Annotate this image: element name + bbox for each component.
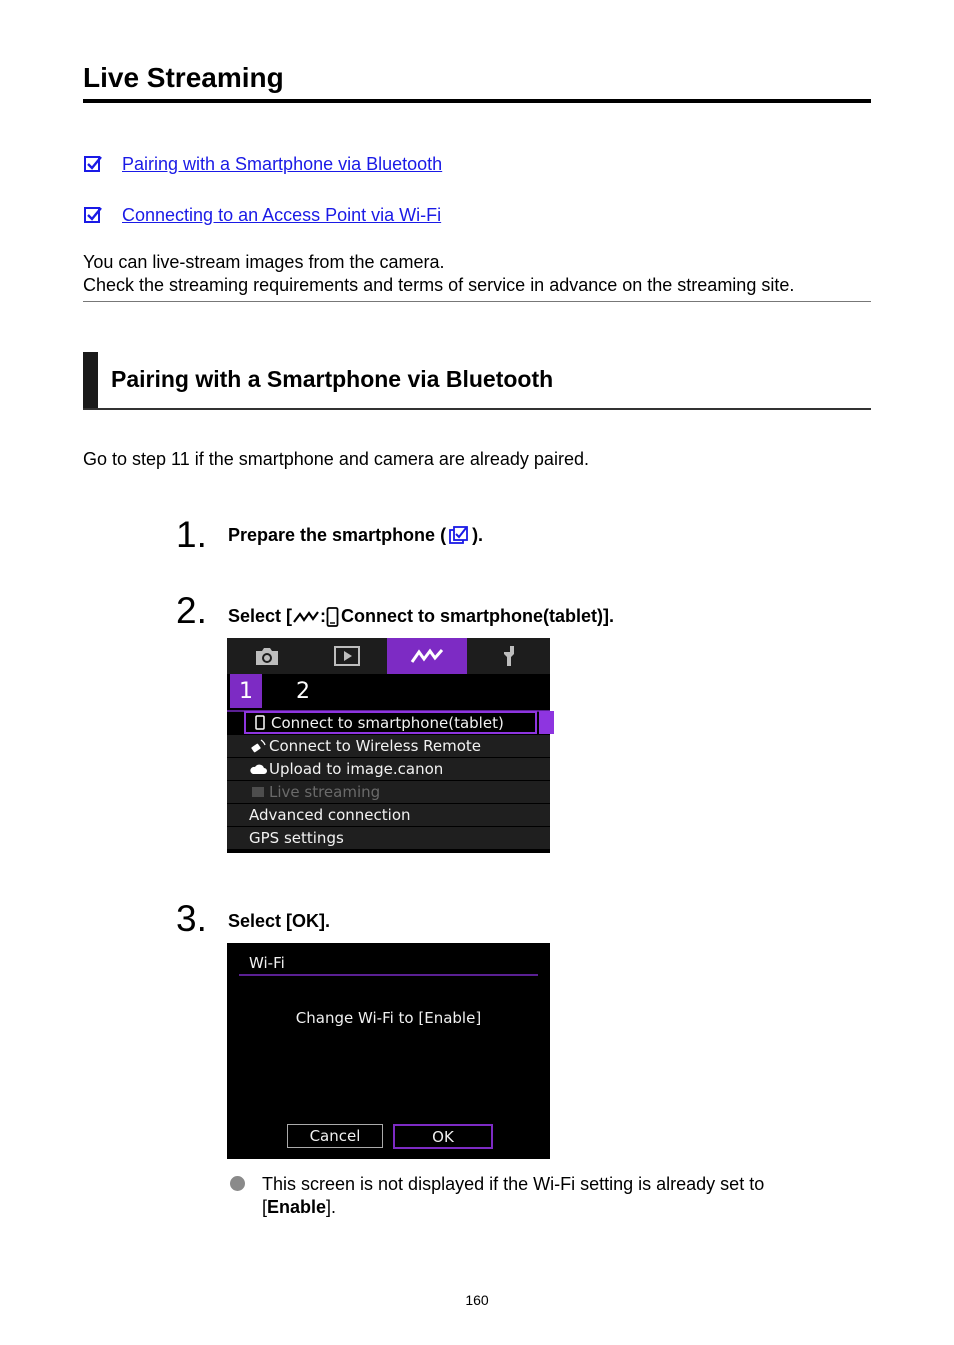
menu-item-label: GPS settings <box>249 829 344 847</box>
menu-subtabs <box>227 674 550 712</box>
step-number-2: 2. <box>176 590 207 631</box>
note-bold: Enable <box>267 1197 327 1217</box>
menu-item-label: Advanced connection <box>249 806 411 824</box>
step2-text-mid: : <box>320 606 327 626</box>
dialog-message: Change Wi-Fi to [Enable] <box>295 1009 482 1027</box>
menu-tabs <box>227 638 550 674</box>
menu-item-label: Live streaming <box>269 783 381 801</box>
step-text-1 <box>228 525 483 546</box>
tab-wireless[interactable] <box>387 638 467 674</box>
page-title: Live Streaming <box>83 62 284 93</box>
section-title: Pairing with a Smartphone via Bluetooth <box>111 366 554 392</box>
note-text-before: This screen is not displayed if the Wi-Fi setting is already set to [ <box>262 1174 765 1217</box>
step2-text-before: Select [ <box>228 606 293 626</box>
camera-menu-screen <box>227 638 550 853</box>
intro-line-1: You can live-stream images from the camera. <box>83 252 445 272</box>
menu-item-advanced-connection[interactable] <box>227 803 550 826</box>
menu-item-connect-smartphone[interactable] <box>244 711 537 734</box>
camera-icon <box>253 645 281 667</box>
menu-item-label: Connect to Wireless Remote <box>269 737 482 755</box>
toc-item-bluetooth[interactable] <box>83 152 442 176</box>
remote-icon <box>247 739 269 753</box>
note-text-after: ]. <box>326 1197 337 1217</box>
menu-item-gps-settings[interactable] <box>227 826 550 849</box>
step2-text-after: Connect to smartphone(tablet)]. <box>341 606 615 626</box>
dialog-header-rule <box>239 974 538 976</box>
tab-shooting[interactable] <box>227 638 307 674</box>
divider <box>83 301 871 302</box>
section-paragraph: Go to step 11 if the smartphone and camera are already paired. <box>83 449 589 469</box>
toc-item-wifi[interactable] <box>83 203 441 227</box>
smartphone-icon <box>326 607 339 627</box>
menu-item-upload[interactable] <box>227 757 550 780</box>
note-text <box>262 1173 822 1219</box>
subtab-1[interactable]: 1 <box>230 674 262 708</box>
menu-item-live-streaming <box>227 780 550 803</box>
subtab-2[interactable]: 2 <box>296 678 310 704</box>
page-link-icon[interactable] <box>448 526 470 546</box>
toc-link-bluetooth[interactable]: Pairing with a Smartphone via Bluetooth <box>122 153 443 174</box>
ok-button[interactable]: OK <box>393 1124 493 1149</box>
wifi-dialog-screen <box>227 943 550 1159</box>
section-bar <box>83 352 98 408</box>
menu-item-wireless-remote[interactable] <box>227 734 550 757</box>
title-rule <box>83 99 871 103</box>
bullet-icon <box>230 1176 245 1191</box>
stream-icon <box>247 786 269 798</box>
menu-item-label: Connect to smartphone(tablet) <box>271 713 504 732</box>
wireless-icon <box>410 647 444 665</box>
playback-icon <box>333 645 361 667</box>
intro-text <box>83 251 794 297</box>
wireless-icon <box>292 609 320 625</box>
cancel-button[interactable]: Cancel <box>287 1124 383 1148</box>
checkbox-link-icon <box>83 205 103 225</box>
checkbox-link-icon <box>83 154 103 174</box>
step1-text-before: Prepare the smartphone ( <box>228 525 447 545</box>
step-number-1: 1. <box>176 514 207 555</box>
tab-playback[interactable] <box>307 638 387 674</box>
dialog-header: Wi-Fi <box>249 954 285 972</box>
smartphone-icon <box>249 715 271 730</box>
step1-text-after: ). <box>472 525 484 545</box>
cloud-icon <box>247 763 269 775</box>
wrench-icon <box>499 644 521 668</box>
toc-link-wifi[interactable]: Connecting to an Access Point via Wi-Fi <box>122 204 442 225</box>
intro-line-2: Check the streaming requirements and terms of service in advance on the streaming site. <box>83 275 795 295</box>
tab-setup[interactable] <box>470 638 550 674</box>
step-text-3: Select [OK]. <box>228 911 331 931</box>
page-number: 160 <box>465 1292 489 1308</box>
step-text-2 <box>228 606 614 627</box>
step-number-3: 3. <box>176 898 207 939</box>
menu-item-label: Upload to image.canon <box>269 760 444 778</box>
section-heading <box>83 352 871 408</box>
section-underline <box>83 408 871 410</box>
